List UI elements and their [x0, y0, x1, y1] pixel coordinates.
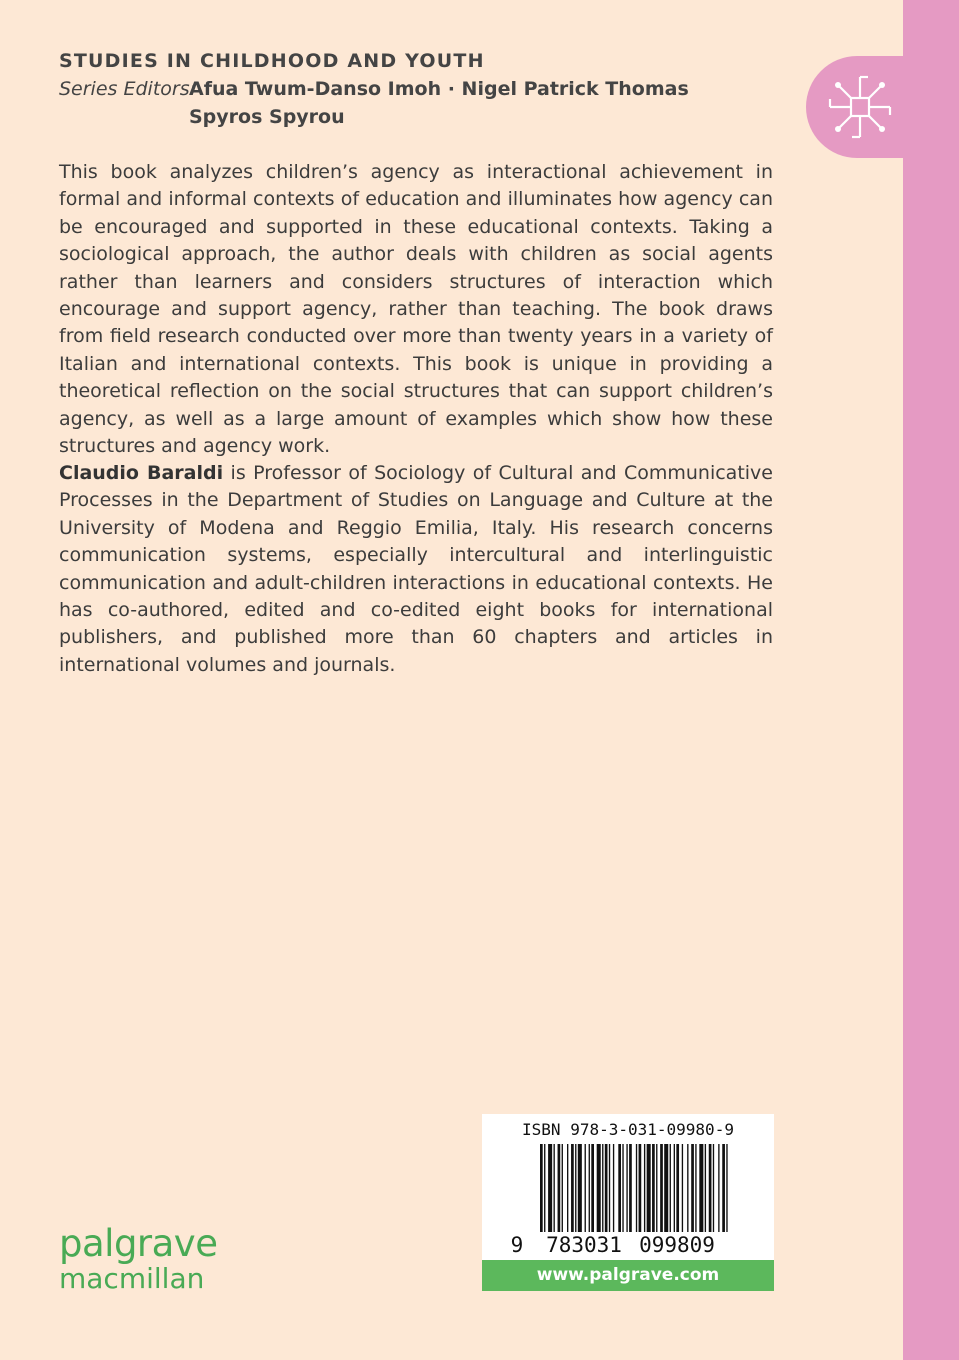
author-bio-text: is Professor of Sociology of Cultural and Communicative Processes in the Department of Studies on Language and Culture at the University of Modena and Reggio Emilia, Italy. His research concerns communication systems, especially intercultural and interlinguistic communication and adult-children interactions in educational contexts. He has co-authored, edited and co-edited eight books for international publishers, and published more than 60 chapters and articles in international volumes and journals.: [59, 462, 773, 676]
barcode-bar: [558, 1144, 561, 1232]
barcode-bar: [699, 1144, 703, 1232]
barcode-bar: [647, 1144, 651, 1232]
barcode-bar: [660, 1144, 663, 1232]
barcode-bar: [626, 1144, 627, 1232]
author-bio: [59, 460, 773, 679]
barcode-bar: [687, 1144, 688, 1232]
barcode-bar: [664, 1144, 668, 1232]
barcode-bar: [562, 1144, 563, 1232]
barcode-bar: [602, 1144, 603, 1232]
barcode-bar: [705, 1144, 706, 1232]
barcode-bar: [644, 1144, 645, 1232]
isbn-barcode: [482, 1114, 774, 1260]
barcode-bar: [571, 1144, 574, 1232]
barcode-bar: [636, 1144, 637, 1232]
barcode-bar: [585, 1144, 586, 1232]
barcode-bar: [713, 1144, 714, 1232]
barcode-bar: [618, 1144, 621, 1232]
publisher-logo-macmillan: macmillan: [59, 1262, 205, 1295]
publisher-website[interactable]: www.palgrave.com: [482, 1260, 774, 1291]
author-name: Claudio Baraldi: [59, 462, 224, 484]
barcode-bar: [597, 1144, 601, 1232]
barcode-bar: [548, 1144, 552, 1232]
barcode-bar: [540, 1144, 543, 1232]
barcode-bar: [613, 1144, 614, 1232]
barcode-bar: [578, 1144, 582, 1232]
barcode-bar: [695, 1144, 696, 1232]
barcode-bar: [575, 1144, 576, 1232]
barcode-bar: [656, 1144, 657, 1232]
barcode-bar: [567, 1144, 568, 1232]
barcode-bar: [622, 1144, 623, 1232]
isbn-label: ISBN 978-3-031-09980-9: [522, 1120, 734, 1139]
barcode-bar: [676, 1144, 679, 1232]
barcode-bar: [605, 1144, 608, 1232]
barcode-bar: [709, 1144, 712, 1232]
series-editors-names-continued: Spyros Spyrou: [189, 106, 345, 128]
barcode-bar: [609, 1144, 610, 1232]
barcode-bar: [652, 1144, 655, 1232]
barcode-bar: [544, 1144, 545, 1232]
book-blurb: This book analyzes children’s agency as interactional achievement in formal and informal contexts of education and illuminates how agency can be encouraged and supported in these educational contexts. Taking a sociological approach, the author deals with children as social agents rather than learners and considers structures of interaction which encourage and support agency, rather than teaching. The book draws from field research conducted over more than twenty years in a variety of Italian and international contexts. This book is unique in providing a theoretical reflection on the social structures that can support children’s agency, as well as a large amount of examples which show how these structures and agency work.: [59, 161, 773, 458]
barcode-bars: [482, 1114, 774, 1260]
barcode-digit-first: 9: [510, 1233, 524, 1257]
barcode-digits-left: 783031: [546, 1233, 622, 1257]
barcode-digits-right: 099809: [639, 1233, 715, 1257]
barcode-bar: [629, 1144, 632, 1232]
barcode-bar: [722, 1144, 725, 1232]
series-badge: [806, 56, 926, 158]
series-editors-label: Series Editors:: [59, 78, 196, 100]
barcode-bar: [718, 1144, 719, 1232]
barcode-bar: [682, 1144, 683, 1232]
barcode-bar: [726, 1144, 727, 1232]
barcode-bar: [554, 1144, 555, 1232]
barcode-bar: [670, 1144, 671, 1232]
network-emblem-icon: [820, 67, 900, 147]
pink-side-stripe: [903, 0, 959, 1360]
barcode-bar: [691, 1144, 694, 1232]
publisher-logo-palgrave: palgrave: [59, 1222, 218, 1265]
series-editors-names: Afua Twum-Danso Imoh · Nigel Patrick Thomas: [189, 78, 689, 100]
barcode-bar: [589, 1144, 590, 1232]
barcode-bar: [639, 1144, 642, 1232]
series-title: STUDIES IN CHILDHOOD AND YOUTH: [59, 50, 485, 72]
barcode-bar: [674, 1144, 675, 1232]
barcode-bar: [591, 1144, 594, 1232]
